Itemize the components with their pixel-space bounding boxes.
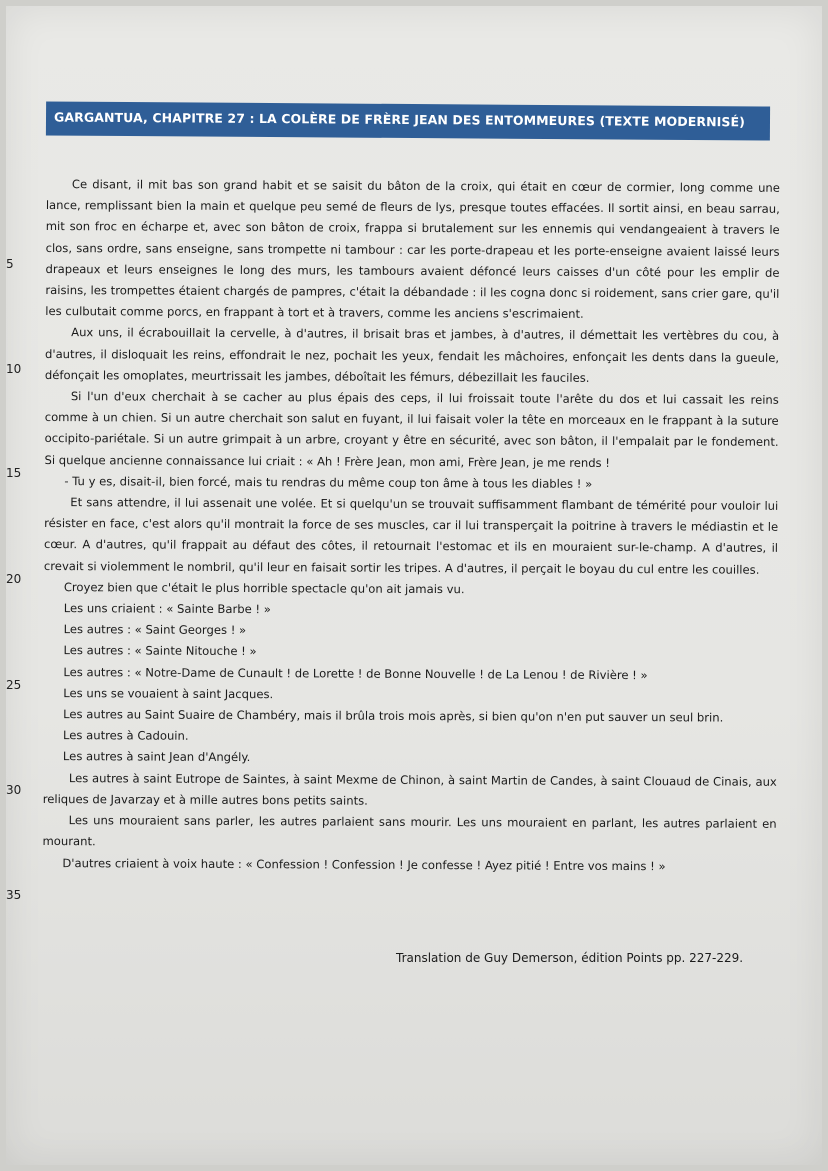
paragraph: Les autres : « Notre-Dame de Cunault ! de Lorette ! de Bonne Nouvelle ! de La Lenou ! de Rivière ! » xyxy=(63,664,648,682)
paragraph: Les autres à saint Jean d'Angély. xyxy=(62,749,251,765)
paragraph: D'autres criaient à voix haute : « Confession ! Confession ! Je confesse ! Ayez pitié ! Entre vos mains ! » xyxy=(62,855,666,873)
line-number-30: 30 xyxy=(6,783,22,797)
paragraph: Croyez bien que c'était le plus horrible spectacle qu'on ait jamais vu. xyxy=(63,579,465,597)
paragraph: Aux uns, il écrabouillait la cervelle, à d'autres, il brisait bras et jambes, à d'autres, il démettait les vertèbres du cou, à d'autres, il disloquait les reins, effondrait le nez, pochait les yeux, fendait les mâchoires, enfonçait les dents dans la gueule, défonçait les omoplates, meurtrissait les jambes, déboîtait les fémurs, débezillait les fauciles. xyxy=(44,325,780,385)
paragraph: Et sans attendre, il lui assenait une volée. Et si quelqu'un se trouvait suffisamment flambant de témérité pour vouloir lui résister en face, c'est alors qu'il montrait la force de ses muscles, car il lui transperçait la poitrine à travers le médiastin et le cœur. A d'autres, qu'il frappait au défaut des côtes, il retournait l'estomac et ils en mouraient sur-le-champ. A d'autres, il crevait si violemment le nombril, qu'il leur en faisait sortir les tripes. A d'autres, il perçait le boyau du cul entre les couilles. xyxy=(43,495,779,577)
document-page xyxy=(6,6,822,1165)
translation-credit: Translation de Guy Demerson, édition Points pp. 227-229. xyxy=(396,951,744,965)
line-number-10: 10 xyxy=(6,362,22,376)
paragraph: Les uns mouraient sans parler, les autres parlaient sans mourir. Les uns mouraient en parlant, les autres parlaient en mourant. xyxy=(42,813,777,849)
paragraph: - Tu y es, disait-il, bien forcé, mais tu rendras du même coup ton âme à tous les diables ! » xyxy=(64,473,593,491)
paragraph: Les autres à Cadouin. xyxy=(63,728,189,744)
paragraph: Les autres au Saint Suaire de Chambéry, mais il brûla trois mois après, si bien qu'on n'en put sauver un seul brin. xyxy=(63,707,724,725)
paragraph: Les autres : « Sainte Nitouche ! » xyxy=(63,643,257,659)
line-number-15: 15 xyxy=(6,466,22,480)
line-number-25: 25 xyxy=(6,678,22,692)
line-number-5: 5 xyxy=(6,257,14,271)
paragraph: Les autres à saint Eutrope de Saintes, à saint Mexme de Chinon, à saint Martin de Candes, à saint Clouaud de Cinais, aux reliques de Javarzay et à mille autres bons petits saints. xyxy=(42,770,777,808)
line-number-35: 35 xyxy=(6,888,22,902)
body-text xyxy=(42,174,780,878)
paragraph: Les uns se vouaient à saint Jacques. xyxy=(63,685,274,702)
paragraph: Les uns criaient : « Sainte Barbe ! » xyxy=(63,601,271,617)
paragraph: Si l'un d'eux cherchait à se cacher au plus épais des ceps, il lui froissait toute l'arête du dos et lui cassait les reins comme à un chien. Si un autre cherchait son salut en fuyant, il lui faisait voler la tête en morceaux en le frappant à la suture occipito-pariétale. Si un autre grimpait à un arbre, croyant y être en sécurité, avec son bâton, il l'empalait par le fondement. Si quelque ancienne connaissance lui criait : « Ah ! Frère Jean, mon ami, Frère Jean, je me rends ! xyxy=(44,389,779,470)
line-number-20: 20 xyxy=(6,572,22,586)
chapter-title: GARGANTUA, CHAPITRE 27 : LA COLÈRE DE FRÈRE JEAN DES ENTOMMEURES (TEXTE MODERNISÉ) xyxy=(46,101,770,140)
paragraph: Ce disant, il mit bas son grand habit et se saisit du bâton de la croix, qui était en cœur de cormier, long comme une lance, remplissant bien la main et quelque peu semé de fleurs de lys, presque toutes effacées. Il sortit ainsi, en beau sarrau, mit son froc en écharpe et, avec son bâton de croix, frappa si brutalement sur les ennemis qui vendangeaient à travers le clos, sans ordre, sans enseigne, sans trompette ni tambour : car les porte-drapeau et les porte-enseigne avaient laissé leurs drapeaux et leurs enseignes le long des murs, les tambours avaient défoncé leurs caisses d'un côté pour les emplir de raisins, les trompettes étaient chargés de pampres, c'était la débandade : il les cogna donc si roidement, sans crier gare, qu'il les culbutait comme porcs, en frappant à tort et à travers, comme les anciens s'escrimaient. xyxy=(45,177,780,322)
paragraph: Les autres : « Saint Georges ! » xyxy=(63,622,247,638)
